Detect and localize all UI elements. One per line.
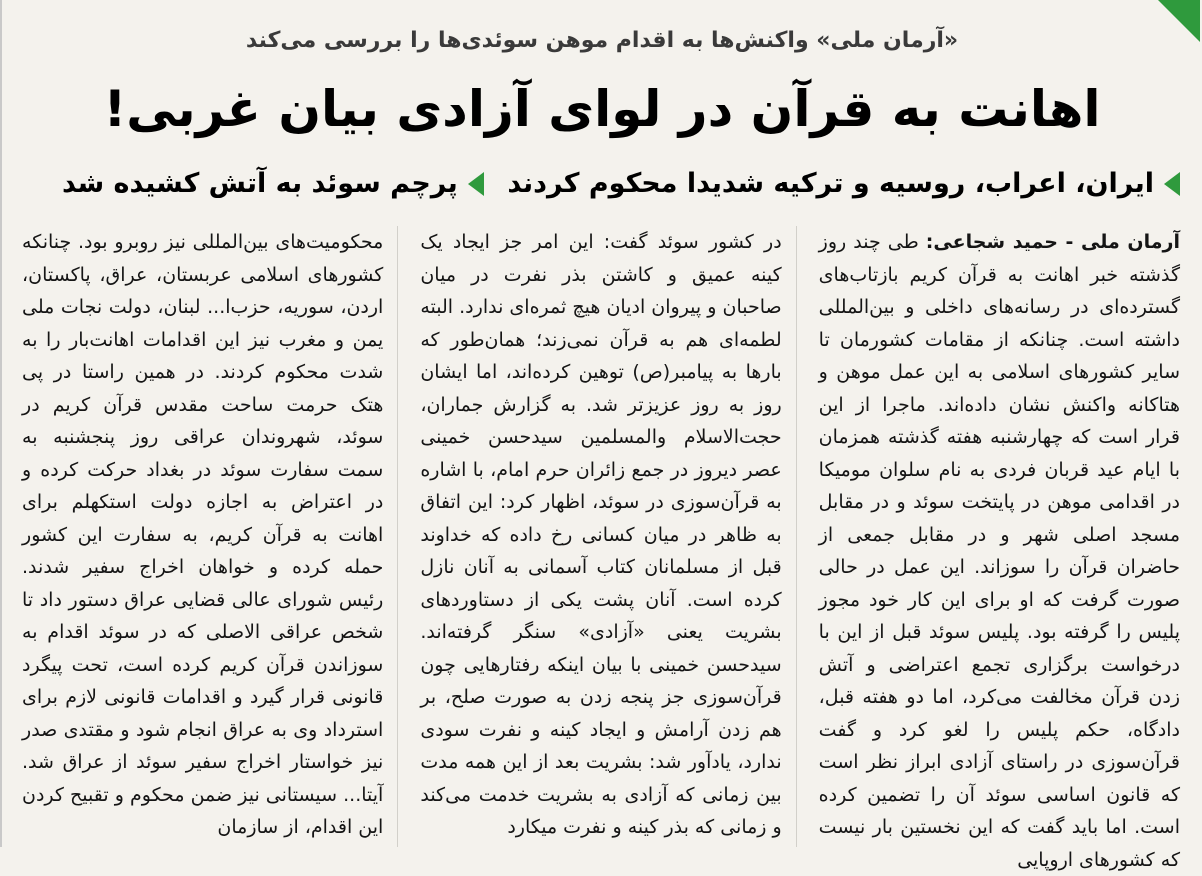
byline: آرمان ملی - حمید شجاعی: — [925, 231, 1180, 253]
article-column-2 — [420, 226, 796, 847]
article-column-3 — [22, 226, 398, 847]
triangle-bullet-icon — [468, 172, 484, 196]
column-1-text: طی چند روز گذشته خبر اهانت به قرآن کریم بازتاب‌های گسترده‌ای در رسانه‌های داخلی و بین‌المللی داشته است. چنانکه از مقامات کشورمان تا سایر کشورهای اسلامی به این عمل موهن و هتاکانه واکنش نشان داده‌اند. ماجرا از این قرار است که چهارشنبه هفته گذشته همزمان با ایام عید قربان فردی به نام سلوان مومیکا در اقدامی موهن در پایتخت سوئد و در مقابل مسجد اصلی شهر و در مقابل جمعی از حاضران قرآن را سوزاند. این عمل در حالی صورت گرفت که او برای این کار خود مجوز پلیس را گرفته بود. پلیس سوئد قبل از این با درخواست برگزاری تجمع اعتراضی و آتش زدن قرآن مخالفت می‌کرد، اما دو هفته قبل، دادگاه، حکم پلیس را لغو کرد و گفت قرآن‌سوزی در راستای آزادی ابراز نظر است که قانون اساسی سوئد آن را تضمین کرده است. اما باید گفت که این نخستین بار نیست که کشورهای اروپایی — [818, 231, 1180, 871]
triangle-bullet-icon — [1164, 172, 1180, 196]
headline: اهانت به قرآن در لوای آزادی بیان غربی! — [103, 80, 1101, 138]
kicker: «آرمان ملی» واکنش‌ها به اقدام موهن سوئدی‌ها را بررسی می‌کند — [245, 28, 959, 53]
subhead-2-text: پرچم سوئد به آتش کشیده شد — [62, 168, 458, 199]
subheads — [62, 168, 1180, 199]
article-column-1 — [818, 226, 1180, 871]
subhead-2 — [62, 168, 484, 199]
subhead-1-text: ایران، اعراب، روسیه و ترکیه شدیدا محکوم کردند — [507, 168, 1154, 199]
subhead-1 — [507, 168, 1180, 199]
column-3-text: محکومیت‌های بین‌المللی نیز روبرو بود. چنانکه کشورهای اسلامی عربستان، عراق، پاکستان، اردن، سوریه، حزب‌ا... لبنان، دولت نجات ملی یمن و مغرب نیز این اقدامات اهانت‌بار را به شدت محکوم کردند. در همین راستا در پی هتک حرمت ساحت مقدس قرآن کریم در سوئد، شهروندان عراقی روز پنجشنبه به سمت سفارت سوئد در بغداد حرکت کرده و در اعتراض به اجازه دولت استکهلم برای اهانت به قرآن کریم، به سفارت این کشور حمله کرده و خواهان اخراج سفیر شدند. رئیس شورای عالی قضایی عراق دستور داد تا شخص عراقی الاصلی که در سوئد اقدام به سوزاندن قرآن کریم کرده است، تحت پیگرد قانونی قرار گیرد و اقدامات قانونی لازم برای استرداد وی به عراق انجام شود و مقتدی صدر نیز خواستار اخراج سفیر سوئد از عراق شد. آیتا... سیستانی نیز ضمن محکوم و تقبیح کردن این اقدام، از سازمان — [22, 231, 384, 838]
article-columns — [22, 226, 1180, 871]
column-2-text: در کشور سوئد گفت: این امر جز ایجاد یک کینه عمیق و کاشتن بذر نفرت در میان صاحبان و پیروان ادیان هیچ ثمره‌ای ندارد. البته لطمه‌ای هم به قرآن نمی‌زند؛ همان‌طور که بارها به پیامبر(ص) توهین کرده‌اند، اما ایشان روز به روز عزیزتر شد. به گزارش جماران، حجت‌الاسلام والمسلمین سیدحسن خمینی عصر دیروز در جمع زائران حرم امام، با اشاره به قرآن‌سوزی در سوئد، اظهار کرد: این اتفاق به ظاهر در میان کسانی رخ داده که خداوند قبل از مسلمانان کتاب آسمانی به آنان نازل کرده است. آنان پشت یکی از دستاوردهای بشریت یعنی «آزادی» سنگر گرفته‌اند. سیدحسن خمینی با بیان اینکه رفتارهایی چون قرآن‌سوزی جز پنجه زدن به صورت صلح، بر هم زدن آرامش و ایجاد کینه و نفرت سودی ندارد، یادآور شد: بشریت بعد از این همه مدت بین زمانی که آزادی به بشریت خدمت می‌کند و زمانی که بذر کینه و نفرت میکارد — [420, 231, 782, 838]
